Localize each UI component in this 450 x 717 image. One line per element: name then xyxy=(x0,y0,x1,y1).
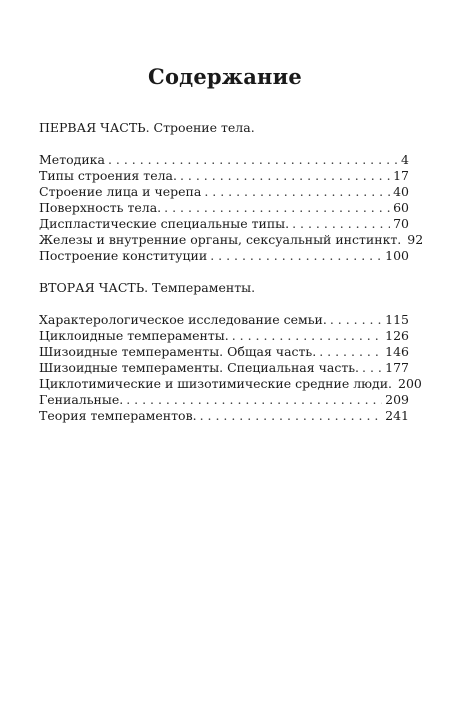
dot-leader xyxy=(126,392,382,408)
dot-leader xyxy=(108,152,398,168)
toc-entry-title: Методика xyxy=(39,152,105,167)
section-heading: ВТОРАЯ ЧАСТЬ. Темпераменты. xyxy=(39,280,256,295)
toc-entry xyxy=(39,184,409,200)
toc-entry xyxy=(39,360,409,376)
dot-leader xyxy=(362,360,382,376)
dot-leader xyxy=(232,328,382,344)
page-title: Содержание xyxy=(148,64,302,89)
toc-entry xyxy=(39,168,409,184)
toc-entry xyxy=(39,232,424,248)
toc-entry-title: Поверхность тела. xyxy=(39,200,162,215)
toc-entry-title: Циклоидные темпераменты. xyxy=(39,328,229,343)
dot-leader xyxy=(319,344,382,360)
toc-entry-page: 209 xyxy=(385,392,409,407)
toc-entry-page: 146 xyxy=(385,344,409,359)
toc-entry-page: 126 xyxy=(385,328,409,343)
toc-entry-title: Железы и внутренние органы, сексуальный инстинкт. xyxy=(39,232,402,247)
toc-entry xyxy=(39,344,409,360)
toc-entry-title: Шизоидные темпераменты. Общая часть. xyxy=(39,344,317,359)
toc-entry-title: Шизоидные темпераменты. Специальная часть. xyxy=(39,360,360,375)
toc-entry-page: 4 xyxy=(401,152,409,167)
section-heading: ПЕРВАЯ ЧАСТЬ. Строение тела. xyxy=(39,120,255,135)
toc-list xyxy=(39,152,424,264)
dot-leader xyxy=(292,216,390,232)
toc-section-part-2 xyxy=(39,280,422,424)
toc-entry-title: Строение лица и черепа xyxy=(39,184,202,199)
toc-entry-title: Гениальные. xyxy=(39,392,124,407)
dot-leader xyxy=(164,200,390,216)
toc-entry-title: Построение конституции xyxy=(39,248,208,263)
toc-entry-page: 92 xyxy=(407,232,424,247)
toc-entry-title: Теория темпераментов. xyxy=(39,408,197,423)
toc-entry-page: 115 xyxy=(385,312,409,327)
dot-leader xyxy=(210,248,382,264)
toc-list xyxy=(39,312,422,424)
toc-entry-title: Циклотимические и шизотимические средние люди. xyxy=(39,376,393,391)
toc-entry-page: 70 xyxy=(393,216,409,231)
dot-leader xyxy=(204,184,390,200)
toc-entry-page: 60 xyxy=(393,200,409,215)
toc-section-part-1 xyxy=(39,120,424,264)
toc-entry-page: 200 xyxy=(398,376,422,391)
dot-leader xyxy=(200,408,383,424)
toc-entry-page: 241 xyxy=(385,408,409,423)
toc-entry xyxy=(39,376,422,392)
dot-leader xyxy=(180,168,390,184)
toc-entry xyxy=(39,152,409,168)
toc-entry xyxy=(39,312,409,328)
toc-entry xyxy=(39,408,409,424)
toc-entry-title: Типы строения тела. xyxy=(39,168,177,183)
toc-entry-title: Диспластические специальные типы. xyxy=(39,216,290,231)
toc-entry xyxy=(39,200,409,216)
toc-entry xyxy=(39,248,409,264)
toc-entry-page: 177 xyxy=(385,360,409,375)
toc-entry-page: 100 xyxy=(385,248,409,263)
dot-leader xyxy=(330,312,382,328)
toc-entry xyxy=(39,328,409,344)
toc-entry-title: Характерологическое исследование семьи. xyxy=(39,312,327,327)
toc-entry xyxy=(39,392,409,408)
toc-entry xyxy=(39,216,409,232)
toc-entry-page: 40 xyxy=(393,184,409,199)
toc-entry-page: 17 xyxy=(393,168,409,183)
